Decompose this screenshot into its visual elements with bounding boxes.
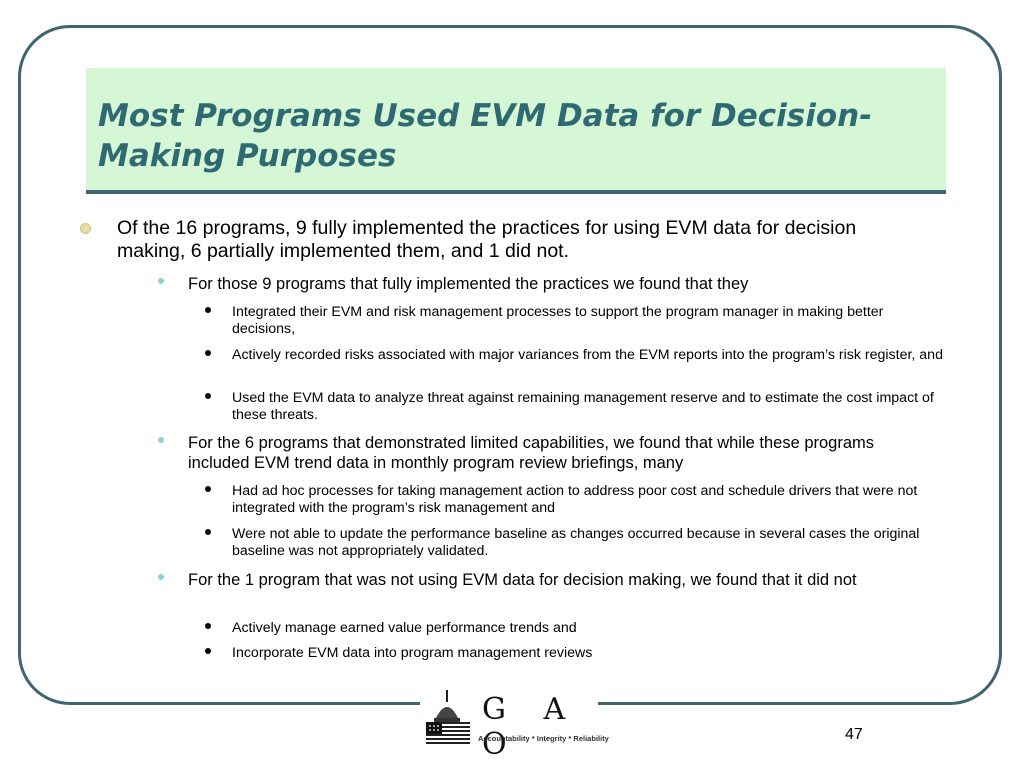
bullet-dot-level3 (205, 307, 211, 313)
group-1-item-3: Used the EVM data to analyze threat against remaining management reserve and to estimate the cost impact of these threats. (232, 390, 934, 423)
group-2-label: For the 6 programs that demonstrated limited capabilities, we found that while these programs included EVM trend data in monthly program review briefings, many (188, 434, 875, 472)
group-2-item-1: Had ad hoc processes for taking management action to address poor cost and schedule drivers that were not integrated with the program’s risk management and (232, 483, 918, 516)
bullet-dot-level3 (205, 648, 211, 654)
page-number: 47 (845, 726, 863, 743)
bullet-dot-level2 (158, 574, 164, 580)
bullet-dot-level3 (205, 529, 211, 535)
bullet-dot-level3 (205, 623, 211, 629)
group-3-label: For the 1 program that was not using EVM data for decision making, we found that it did not (188, 571, 857, 589)
gao-logo (420, 688, 609, 762)
bullet-dot-level2 (158, 278, 164, 284)
gao-wordmark: G A O (482, 692, 580, 762)
bullet-dot-level3 (205, 486, 211, 492)
title-underline (86, 190, 946, 194)
bullet-dot-level3 (205, 350, 211, 356)
group-3-item-2: Incorporate EVM data into program management reviews (232, 645, 593, 661)
group-1-label: For those 9 programs that fully implemented the practices we found that they (188, 275, 749, 293)
slide-title: Most Programs Used EVM Data for Decision-Making Purposes (98, 98, 873, 174)
gao-building-flag-icon (420, 688, 476, 748)
group-1-item-1: Integrated their EVM and risk management processes to support the program manager in making better decisions, (232, 304, 884, 337)
group-3-item-1: Actively manage earned value performance trends and (232, 620, 577, 636)
main-bullet: Of the 16 programs, 9 fully implemented the practices for using EVM data for decision making, 6 partially implemented them, and 1 did not. (117, 217, 857, 262)
bullet-dot-level1 (80, 223, 91, 234)
group-1-item-2: Actively recorded risks associated with major variances from the EVM reports into the program’s risk register, and (232, 347, 943, 363)
gao-motto: Accountability * Integrity * Reliability (478, 734, 609, 743)
group-2-item-2: Were not able to update the performance baseline as changes occurred because in several cases the original baseline was not appropriately validated. (232, 526, 920, 559)
bullet-dot-level3 (205, 393, 211, 399)
bullet-dot-level2 (158, 437, 164, 443)
